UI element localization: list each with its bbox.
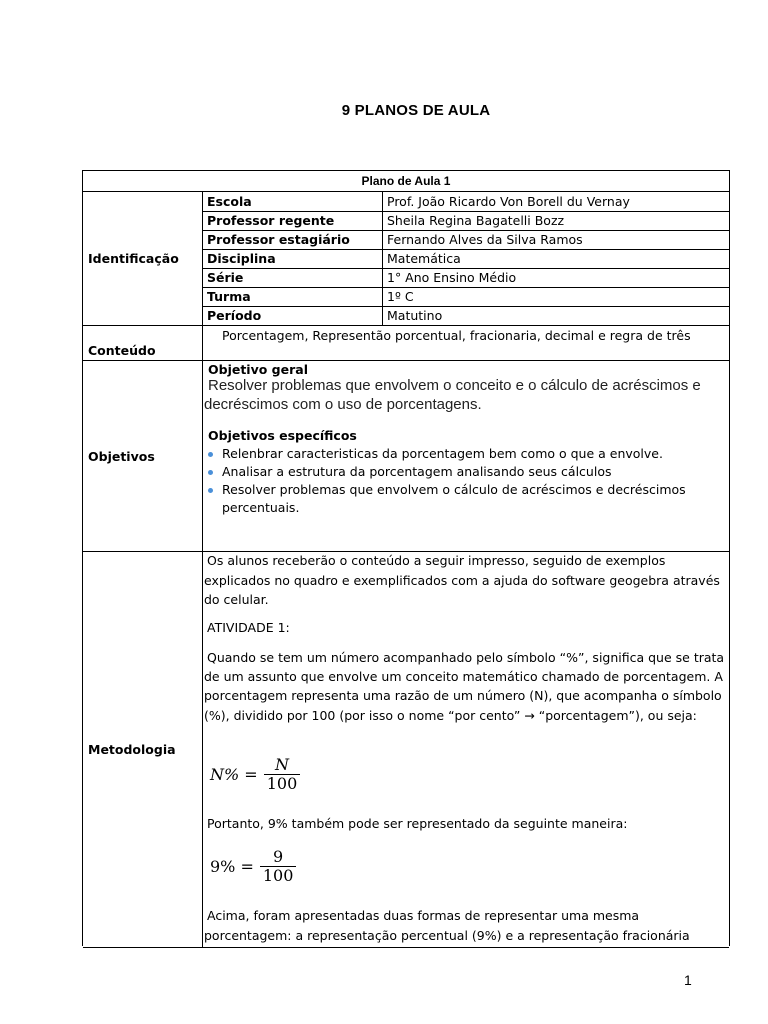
table-row [203,211,729,231]
objetivo-geral-title: Objetivo geral [208,362,308,377]
id-key: Professor estagiário [203,230,383,249]
id-key: Disciplina [203,249,383,268]
acima-text: Acima, foram apresentadas duas formas de representar uma mesma porcentagem: a representação percentual (9%) e a representação fracionária [204,908,690,943]
metodologia-label: Metodologia [83,552,203,947]
fraction [264,756,301,793]
id-key: Período [203,306,383,325]
formula-lhs: 9% = [210,857,254,876]
id-key: Professor regente [203,211,383,230]
table-row [203,249,729,269]
metodologia-section [83,552,729,948]
identificacao-label: Identificação [83,192,203,325]
id-value: 1° Ano Ensino Médio [387,270,517,285]
identificacao-section [83,192,729,326]
fraction-numerator: N [274,755,289,774]
objetivos-body [204,361,729,551]
table-row [203,268,729,288]
id-key: Turma [203,287,383,306]
objetivos-especificos-title: Objetivos específicos [208,428,357,443]
list-item: Analisar a estrutura da porcentagem analisando seus cálculos [204,463,704,481]
table-header: Plano de Aula 1 [83,171,729,192]
id-key: Série [203,268,383,287]
id-value: Fernando Alves da Silva Ramos [387,232,583,247]
portanto-text: Portanto, 9% também pode ser representado da seguinte maneira: [207,816,628,831]
id-value: Sheila Regina Bagatelli Bozz [387,213,565,228]
formula-9-percent [210,848,296,885]
list-item: Resolver problemas que envolvem o cálculo de acréscimos e decréscimos percentuais. [204,481,704,517]
objetivos-especificos-list [204,445,704,517]
id-value: Prof. João Ricardo Von Borell du Vernay [387,194,630,209]
table-row [203,287,729,307]
page-title: 9 PLANOS DE AULA [341,102,491,119]
fraction-denominator: 100 [260,866,297,885]
metodologia-body [204,552,729,947]
metodologia-intro: Os alunos receberão o conteúdo a seguir impresso, seguido de exemplos explicados no quadro e exemplificados com a ajuda do software geogebra através do celular. [204,553,720,607]
table-row [203,230,729,250]
conteudo-text: Porcentagem, Representão porcentual, fracionaria, decimal e regra de três [222,328,691,343]
lesson-plan-table [82,170,730,946]
id-key: Escola [203,192,383,211]
id-value: 1º C [387,289,414,304]
atividade-heading: ATIVIDADE 1: [207,620,290,635]
id-value: Matutino [387,308,443,323]
identificacao-grid [203,192,729,325]
formula-lhs: N% = [210,765,258,784]
conteudo-section [83,326,729,361]
objetivos-section [83,361,729,552]
id-value: Matemática [387,251,461,266]
fraction-numerator: 9 [273,847,284,866]
metodologia-paragraph: Quando se tem um número acompanhado pelo símbolo “%”, significa que se trata de um assunto que envolve um conceito matemático chamado de porcentagem. A porcentagem representa uma razão de um número (N), que acompanha o símbolo (%), dividido por 100 (por isso o nome “por cento” → “porcentagem”), ou seja: [204,650,725,723]
conteudo-label: Conteúdo [83,326,203,360]
objetivo-geral-text: Resolver problemas que envolvem o conceito e o cálculo de acréscimos e decréscimos com o uso de porcentagens. [204,377,701,413]
objetivos-label: Objetivos [83,361,203,551]
table-row [203,192,729,212]
list-item: Relenbrar caracteristicas da porcentagem bem como o que a envolve. [204,445,704,463]
fraction [260,848,297,885]
page-number: 1 [684,972,692,988]
fraction-denominator: 100 [264,774,301,793]
formula-n-percent [210,756,300,793]
table-row [203,306,729,325]
